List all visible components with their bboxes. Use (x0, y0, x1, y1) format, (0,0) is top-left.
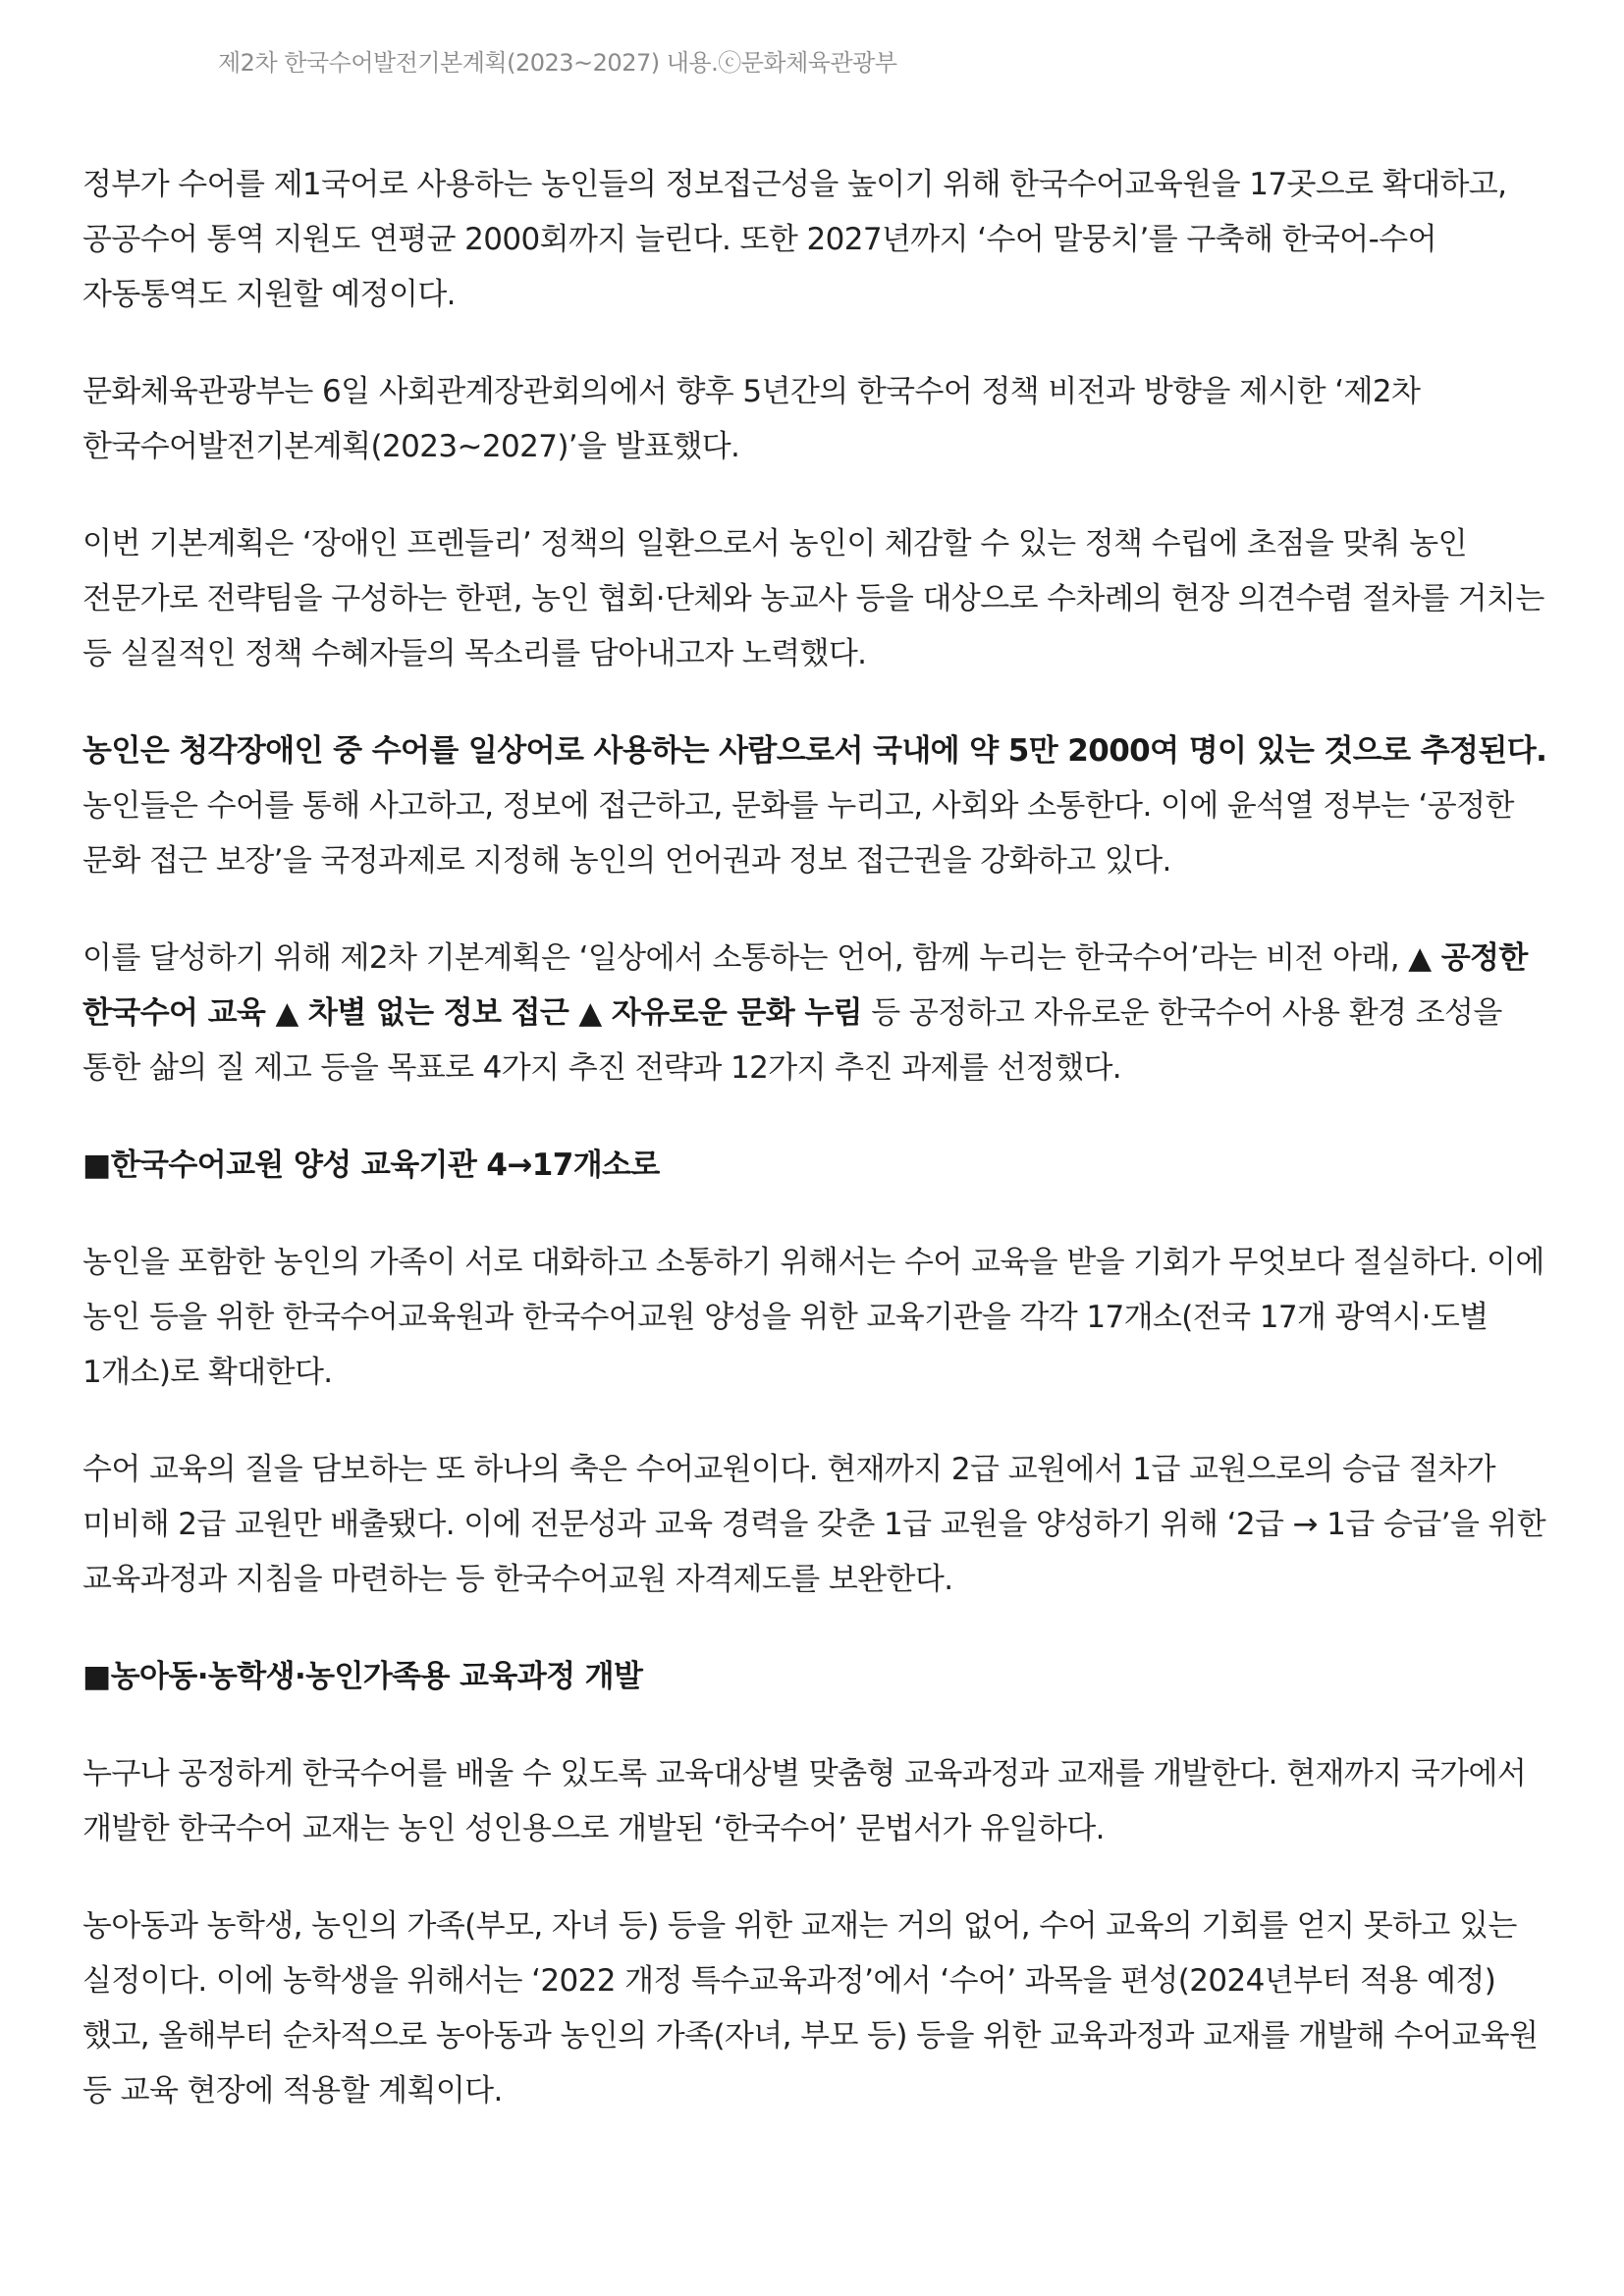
paragraph-vision-goals: ▲ 공정한 한국수어 교육 ▲ 차별 없는 정보 접근 ▲ 자유로운 문화 누림 (82, 940, 1528, 1031)
paragraph-teacher-certification: 수어 교육의 질을 담보하는 또 하나의 축은 수어교원이다. 현재까지 2급 교원에서 1급 교원으로의 승급 절차가 미비해 2급 교원만 배출됐다. 이에 전문성과 교육 경력을 갖춘 1급 교원을 양성하기 위해 ‘2급 → 1급 승급’을 위한 교육과정과 지침을 마련하는 등 한국수어교원 자격제도를 보완한다. (82, 1452, 1546, 1597)
paragraph-textbooks: 누구나 공정하게 한국수어를 배울 수 있도록 교육대상별 맞춤형 교육과정과 교재를 개발한다. 현재까지 국가에서 개발한 한국수어 교재는 농인 성인용으로 개발된 ‘한국수어’ 문법서가 유일하다. (82, 1756, 1527, 1846)
paragraph-vision-rest: 등 공정하고 자유로운 한국수어 사용 환경 조성을 통한 삶의 질 제고 등을 목표로 4가지 추진 전략과 12가지 추진 과제를 선정했다. (82, 995, 1502, 1086)
paragraph-vision (82, 931, 1555, 1095)
article-body (82, 157, 1555, 2161)
section-heading-curriculum: ■농아동·농학생·농인가족용 교육과정 개발 (82, 1659, 643, 1694)
paragraph-plan-background: 이번 기본계획은 ‘장애인 프렌들리’ 정책의 일환으로서 농인이 체감할 수 있는 정책 수립에 초점을 맞춰 농인 전문가로 전략팀을 구성하는 한편, 농인 협회·단체와 농교사 등을 대상으로 수차례의 현장 의견수렴 절차를 거치는 등 실질적인 정책 수혜자들의 목소리를 담아내고자 노력했다. (82, 526, 1544, 671)
image-caption: 제2차 한국수어발전기본계획(2023~2027) 내용.ⓒ문화체육관광부 (218, 49, 897, 77)
paragraph-deaf-population-text: 농인들은 수어를 통해 사고하고, 정보에 접근하고, 문화를 누리고, 사회와 소통한다. 이에 윤석열 정부는 ‘공정한 문화 접근 보장’을 국정과제로 지정해 농인의 언어권과 정보 접근권을 강화하고 있다. (82, 788, 1514, 879)
paragraph-deaf-population (82, 723, 1555, 888)
paragraph-intro: 정부가 수어를 제1국어로 사용하는 농인들의 정보접근성을 높이기 위해 한국수어교육원을 17곳으로 확대하고, 공공수어 통역 지원도 연평균 2000회까지 늘린다. 또한 2027년까지 ‘수어 말뭉치’를 구축해 한국어-수어 자동통역도 지원할 예정이다. (82, 167, 1507, 312)
paragraph-curriculum-plan: 농아동과 농학생, 농인의 가족(부모, 자녀 등) 등을 위한 교재는 거의 없어, 수어 교육의 기회를 얻지 못하고 있는 실정이다. 이에 농학생을 위해서는 ‘2022 개정 특수교육과정’에서 ‘수어’ 과목을 편성(2024년부터 적용 예정)했고, 올해부터 순차적으로 농아동과 농인의 가족(자녀, 부모 등) 등을 위한 교육과정과 교재를 개발해 수어교육원 등 교육 현장에 적용할 계획이다. (82, 1908, 1539, 2109)
paragraph-deaf-population-bold: 농인은 청각장애인 중 수어를 일상어로 사용하는 사람으로서 국내에 약 5만 2000여 명이 있는 것으로 추정된다. (82, 733, 1547, 769)
section-heading-institutions: ■한국수어교원 양성 교육기관 4→17개소로 (82, 1148, 660, 1183)
paragraph-education-expansion: 농인을 포함한 농인의 가족이 서로 대화하고 소통하기 위해서는 수어 교육을 받을 기회가 무엇보다 절실하다. 이에 농인 등을 위한 한국수어교육원과 한국수어교원 양성을 위한 교육기관을 각각 17개소(전국 17개 광역시·도별 1개소)로 확대한다. (82, 1245, 1544, 1390)
paragraph-vision-start: 이를 달성하기 위해 제2차 기본계획은 ‘일상에서 소통하는 언어, 함께 누리는 한국수어’라는 비전 아래, (82, 940, 1409, 976)
paragraph-announcement: 문화체육관광부는 6일 사회관계장관회의에서 향후 5년간의 한국수어 정책 비전과 방향을 제시한 ‘제2차 한국수어발전기본계획(2023~2027)’을 발표했다. (82, 374, 1421, 464)
